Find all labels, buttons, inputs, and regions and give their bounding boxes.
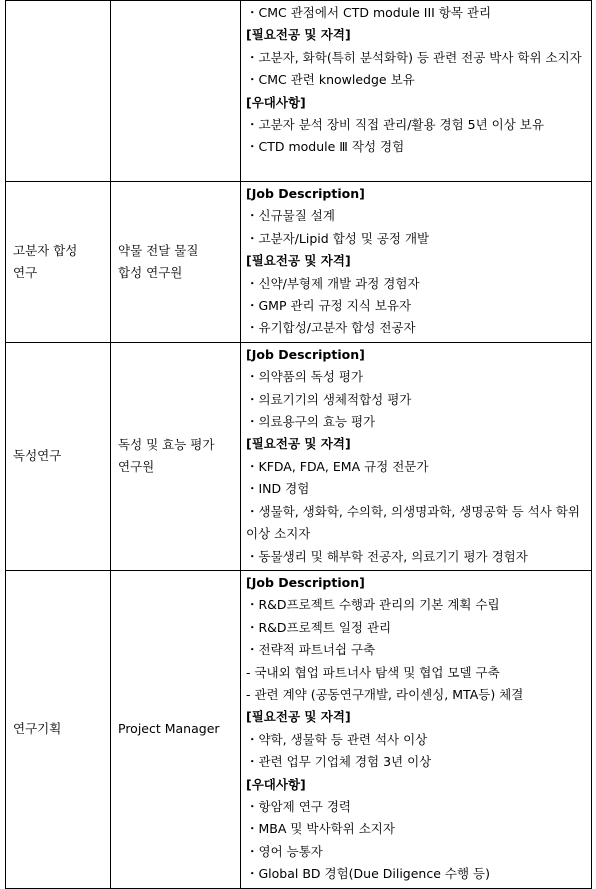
section-heading: [우대사항] (246, 94, 306, 110)
table-row (6, 182, 592, 343)
position-cell (111, 182, 241, 343)
position-label: 독성 및 효능 평가 연구원 (118, 436, 215, 475)
table-row (6, 1, 592, 182)
description-line: ・관련 업무 기업체 경험 3년 이상 (246, 754, 432, 770)
description-line: ・IND 경험 (246, 481, 310, 497)
description-cell (241, 570, 592, 888)
section-heading: [필요전공 및 자격] (246, 436, 351, 452)
description-line: ・CMC 관련 knowledge 보유 (246, 72, 415, 88)
description-line: ・전략적 파트너쉽 구축 (246, 642, 376, 658)
table-row (6, 570, 592, 888)
field-label: 연구기획 (13, 721, 62, 737)
field-cell (6, 182, 111, 343)
description-line: ・CTD module Ⅲ 작성 경험 (246, 139, 405, 155)
description-line: ・R&D프로젝트 수행과 관리의 기본 계획 수립 (246, 597, 500, 613)
description-line: ・의료용구의 효능 평가 (246, 414, 376, 430)
description-line: ・고분자/Lipid 합성 및 공정 개발 (246, 230, 430, 246)
description-line: ・유기합성/고분자 합성 전공자 (246, 320, 416, 336)
description-line: ・고분자, 화학(특히 분석화학) 등 관련 전공 박사 학위 소지자 (246, 49, 582, 65)
description-line: - 국내외 협업 파트너사 탐색 및 협업 모델 구축 (246, 664, 500, 680)
field-cell (6, 1, 111, 182)
position-label: 약물 전달 물질 합성 연구원 (118, 242, 199, 280)
description-line: ・신규물질 설계 (246, 208, 335, 224)
description-line: ・생물학, 생화학, 수의학, 의생명과학, 생명공학 등 석사 학위 이상 소지자 (246, 503, 580, 542)
description-line: ・의약품의 독성 평가 (246, 369, 364, 385)
section-heading: [우대사항] (246, 776, 306, 792)
field-cell (6, 570, 111, 888)
description-line: ・영어 능통자 (246, 843, 323, 859)
description-line: ・Global BD 경험(Due Diligence 수행 등) (246, 866, 490, 882)
description-line: ・MBA 및 박사학위 소지자 (246, 821, 395, 837)
position-cell (111, 342, 241, 570)
recruitment-table (5, 0, 592, 889)
description-line: ・항암제 연구 경력 (246, 798, 351, 814)
description-line: ・R&D프로젝트 일정 관리 (246, 619, 392, 635)
section-heading: [Job Description] (246, 186, 365, 201)
description-cell (241, 1, 592, 182)
description-cell (241, 182, 592, 343)
description-line: ・GMP 관리 규정 지식 보유자 (246, 298, 412, 314)
position-cell (111, 570, 241, 888)
position-label: Project Manager (118, 721, 220, 737)
recruitment-table-body (6, 1, 592, 889)
field-cell (6, 342, 111, 570)
description-line: ・CMC 관점에서 CTD module III 항목 관리 (246, 5, 492, 20)
position-cell (111, 1, 241, 182)
section-heading: [필요전공 및 자격] (246, 253, 351, 269)
table-row (6, 342, 592, 570)
section-heading: [Job Description] (246, 346, 365, 362)
description-line: ・의료기기의 생체적합성 평가 (246, 391, 412, 407)
field-label: 독성연구 (13, 448, 62, 464)
description-line: ・KFDA, FDA, EMA 규정 전문가 (246, 458, 429, 474)
section-heading: [Job Description] (246, 574, 365, 590)
description-line: ・신약/부형제 개발 과정 경험자 (246, 275, 420, 291)
description-line: ・동물생리 및 해부학 전공자, 의료기기 평가 경험자 (246, 548, 528, 564)
field-label: 고분자 합성 연구 (13, 242, 78, 280)
section-heading: [필요전공 및 자격] (246, 709, 351, 725)
description-line: - 관련 계약 (공동연구개발, 라이센싱, MTA등) 체결 (246, 686, 524, 702)
description-line: ・약학, 생물학 등 관련 석사 이상 (246, 731, 428, 747)
description-cell (241, 342, 592, 570)
description-line: ・고분자 분석 장비 직접 관리/활용 경험 5년 이상 보유 (246, 117, 544, 133)
section-heading: [필요전공 및 자격] (246, 27, 351, 43)
